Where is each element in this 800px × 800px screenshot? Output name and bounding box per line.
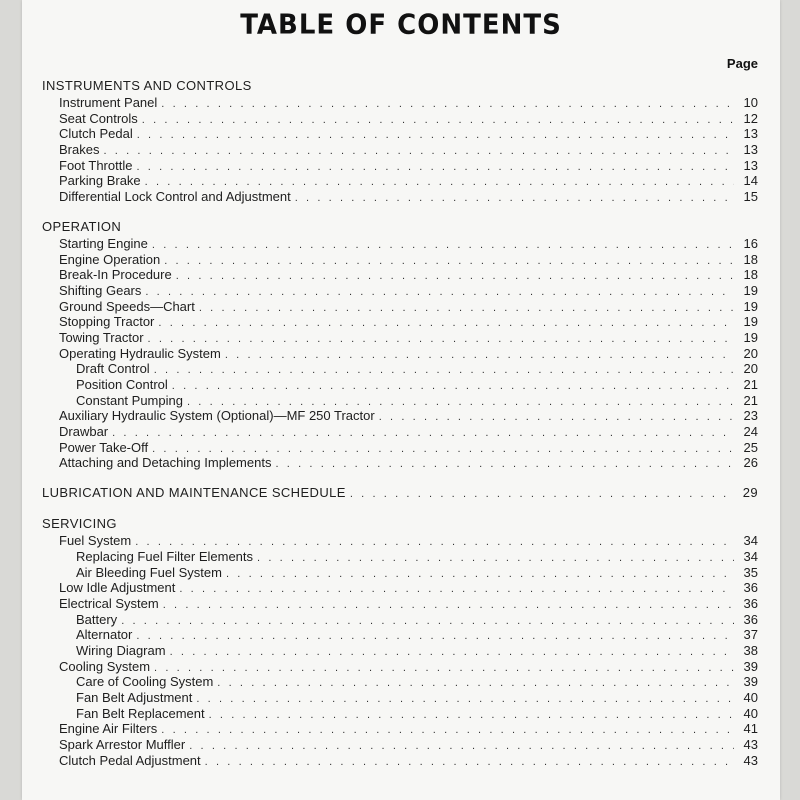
toc-entry-label: Battery — [76, 611, 118, 627]
toc-entry-page-number: 18 — [743, 251, 758, 267]
dot-leader — [209, 708, 734, 724]
dot-leader — [136, 629, 734, 645]
toc-entry-label: Fan Belt Replacement — [76, 705, 205, 721]
toc-entry-page-number: 43 — [743, 737, 758, 753]
toc-entry-page-number: 29 — [742, 485, 758, 501]
section-heading: OPERATION — [42, 218, 122, 234]
dot-leader — [189, 739, 734, 755]
dot-leader — [142, 113, 734, 129]
toc-entry[interactable] — [42, 189, 758, 205]
toc-entry-page-number: 37 — [743, 627, 758, 643]
toc-entry[interactable] — [42, 111, 758, 127]
dot-leader — [103, 144, 734, 160]
toc-entry-page-number: 20 — [743, 361, 758, 377]
toc-entry-label: Differential Lock Control and Adjustment — [59, 189, 291, 205]
dot-leader — [161, 723, 734, 739]
toc-entry-page-number: 26 — [743, 455, 758, 471]
toc-entry-label: Brakes — [59, 142, 100, 158]
toc-entry-label: Parking Brake — [59, 173, 141, 189]
page-column-header: Page — [726, 56, 758, 71]
toc-entry[interactable] — [42, 612, 758, 628]
toc-entry-label: Towing Tractor — [59, 329, 144, 345]
toc-entry-label: Seat Controls — [59, 110, 138, 126]
toc-entry-page-number: 36 — [743, 611, 758, 627]
dot-leader — [199, 301, 734, 317]
toc-entry[interactable] — [42, 314, 758, 330]
toc-entry-label: Starting Engine — [59, 235, 148, 251]
toc-entry[interactable] — [42, 252, 758, 268]
toc-entry[interactable] — [42, 361, 758, 377]
toc-entry-page-number: 13 — [743, 126, 758, 142]
toc-entry-page-number: 10 — [743, 95, 758, 110]
toc-entry-page-number: 18 — [743, 267, 758, 283]
toc-entry-label: Fan Belt Adjustment — [76, 690, 193, 705]
toc-entry[interactable] — [42, 580, 758, 596]
dot-leader — [154, 363, 734, 379]
toc-entry[interactable] — [42, 627, 758, 643]
toc-entry-page-number: 36 — [743, 595, 758, 611]
section-heading: SERVICING — [42, 516, 117, 532]
toc-entry-label: Break-In Procedure — [59, 267, 172, 283]
toc-entry-label: Wiring Diagram — [76, 642, 166, 658]
toc-entry[interactable] — [42, 330, 758, 346]
toc-entry-label: Stopping Tractor — [59, 314, 155, 330]
dot-leader — [217, 676, 734, 692]
table-of-contents — [42, 77, 758, 768]
dot-leader — [275, 457, 734, 473]
toc-entry[interactable] — [42, 95, 758, 111]
dot-leader — [176, 269, 734, 285]
toc-entry[interactable] — [42, 440, 758, 456]
toc-entry[interactable] — [42, 706, 758, 722]
dot-leader — [170, 645, 734, 661]
toc-entry[interactable] — [42, 236, 758, 252]
toc-entry-page-number: 19 — [743, 298, 758, 314]
dot-leader — [121, 614, 734, 630]
toc-entry[interactable] — [42, 596, 758, 612]
toc-entry-label: Alternator — [76, 627, 133, 643]
toc-entry-label: Replacing Fuel Filter Elements — [76, 548, 254, 564]
toc-entry[interactable] — [42, 721, 758, 737]
toc-entry-label: Draft Control — [76, 361, 150, 377]
toc-entry[interactable] — [42, 659, 758, 675]
toc-entry[interactable] — [42, 533, 758, 549]
page-title: TABLE OF CONTENTS — [240, 9, 562, 41]
toc-entry-label: Fuel System — [59, 533, 132, 549]
toc-entry-label: Clutch Pedal Adjustment — [59, 752, 201, 768]
toc-entry-page-number: 20 — [743, 345, 758, 361]
toc-entry[interactable] — [42, 142, 758, 158]
toc-entry-label: Operating Hydraulic System — [59, 345, 221, 361]
toc-entry-page-number: 21 — [743, 377, 758, 392]
toc-entry-label: Low Idle Adjustment — [59, 580, 176, 596]
toc-entry-label: Position Control — [76, 377, 168, 392]
toc-entry-page-number: 23 — [743, 408, 758, 424]
toc-entry[interactable] — [42, 408, 758, 424]
dot-leader — [179, 582, 734, 598]
toc-entry-label: Ground Speeds—Chart — [59, 298, 195, 314]
toc-entry-page-number: 19 — [743, 282, 758, 298]
dot-leader — [379, 410, 734, 426]
toc-entry-label: Engine Air Filters — [59, 721, 158, 737]
toc-entry[interactable] — [42, 267, 758, 283]
toc-entry-page-number: 38 — [743, 642, 758, 658]
toc-entry-label: Instrument Panel — [59, 95, 158, 110]
toc-entry-label: Care of Cooling System — [76, 674, 214, 690]
toc-entry-page-number: 40 — [743, 705, 758, 721]
toc-entry[interactable] — [42, 126, 758, 142]
dot-leader — [172, 379, 734, 395]
toc-entry-label: LUBRICATION AND MAINTENANCE SCHEDULE — [42, 485, 346, 501]
toc-entry[interactable] — [42, 424, 758, 440]
toc-entry[interactable] — [42, 455, 758, 471]
toc-entry[interactable] — [42, 549, 758, 565]
toc-entry-label: Engine Operation — [59, 251, 161, 267]
document-page — [22, 0, 780, 800]
toc-entry-page-number: 43 — [743, 752, 758, 768]
dot-leader — [295, 191, 734, 207]
dot-leader — [225, 348, 734, 364]
toc-entry-page-number: 14 — [743, 173, 758, 189]
toc-entry-page-number: 12 — [743, 110, 758, 126]
toc-entry-label: Constant Pumping — [76, 392, 183, 408]
toc-entry[interactable] — [42, 158, 758, 174]
toc-entry[interactable] — [42, 690, 758, 706]
toc-entry-page-number: 34 — [743, 533, 758, 549]
dot-leader — [137, 128, 734, 144]
toc-entry-page-number: 19 — [743, 314, 758, 330]
toc-entry-label: Power Take-Off — [59, 439, 149, 455]
toc-entry[interactable] — [42, 753, 758, 769]
toc-entry-page-number: 13 — [743, 157, 758, 173]
dot-leader — [148, 332, 734, 348]
toc-entry-page-number: 13 — [743, 142, 758, 158]
toc-entry-page-number: 40 — [743, 690, 758, 705]
dot-leader — [154, 661, 734, 677]
dot-leader — [152, 238, 734, 254]
toc-entry-page-number: 39 — [743, 674, 758, 690]
toc-entry-page-number: 36 — [743, 580, 758, 596]
section-heading: INSTRUMENTS AND CONTROLS — [42, 78, 252, 93]
toc-entry[interactable] — [42, 565, 758, 581]
toc-entry-page-number: 25 — [743, 439, 758, 455]
toc-entry[interactable] — [42, 643, 758, 659]
dot-leader — [161, 97, 734, 113]
toc-entry-label: Foot Throttle — [59, 157, 133, 173]
toc-entry-page-number: 15 — [743, 189, 758, 205]
toc-entry-page-number: 35 — [743, 564, 758, 580]
toc-entry-label: Air Bleeding Fuel System — [76, 564, 222, 580]
toc-entry-label: Auxiliary Hydraulic System (Optional)—MF 250 Tractor — [59, 408, 375, 424]
toc-entry[interactable] — [42, 393, 758, 409]
toc-entry[interactable] — [42, 377, 758, 393]
toc-entry-page-number: 34 — [743, 548, 758, 564]
dot-leader — [158, 316, 734, 332]
toc-entry-page-number: 24 — [743, 424, 758, 440]
dot-leader — [226, 567, 734, 583]
toc-entry[interactable] — [42, 674, 758, 690]
toc-entry[interactable] — [42, 346, 758, 362]
section-spacer — [42, 502, 758, 515]
toc-entry-page-number: 19 — [743, 329, 758, 345]
toc-entry[interactable] — [42, 737, 758, 753]
toc-entry-label: Drawbar — [59, 424, 109, 440]
toc-entry-label: Clutch Pedal — [59, 126, 133, 142]
toc-entry-label: Electrical System — [59, 595, 159, 611]
toc-entry-label: Attaching and Detaching Implements — [59, 455, 272, 471]
toc-entry-label: Shifting Gears — [59, 282, 142, 298]
toc-entry-page-number: 39 — [743, 658, 758, 674]
toc-entry[interactable] — [42, 283, 758, 299]
dot-leader — [350, 485, 734, 503]
toc-entry[interactable] — [42, 299, 758, 315]
toc-entry[interactable] — [42, 173, 758, 189]
dot-leader — [196, 692, 734, 708]
toc-entry-label: Spark Arrestor Muffler — [59, 737, 186, 753]
toc-entry-page-number: 21 — [743, 392, 758, 408]
toc-entry-page-number: 41 — [743, 721, 758, 737]
dot-leader — [136, 160, 734, 176]
dot-leader — [112, 426, 734, 442]
dot-leader — [163, 598, 734, 614]
toc-entry-label: Cooling System — [59, 658, 151, 674]
toc-entry[interactable] — [42, 484, 758, 502]
dot-leader — [164, 254, 734, 270]
dot-leader — [205, 755, 734, 771]
dot-leader — [145, 285, 734, 301]
toc-entry-page-number: 16 — [743, 235, 758, 251]
dot-leader — [257, 551, 734, 567]
